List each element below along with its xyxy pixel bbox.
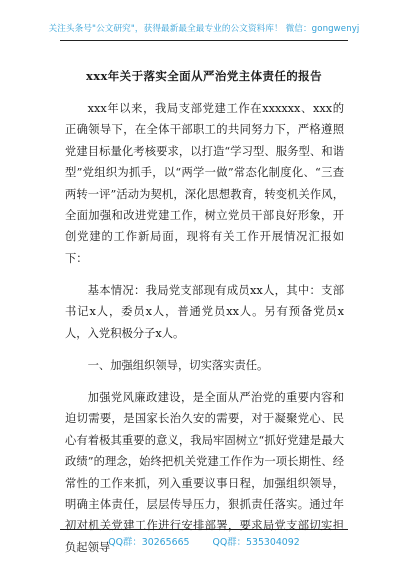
footer-qq-group-2: QQ群：535304092	[212, 537, 300, 548]
footer-divider	[60, 529, 348, 530]
banner-wechat-text: 微信：gongwenyj	[285, 24, 360, 34]
footer	[0, 534, 408, 548]
paragraph-section-1: 加强党风廉政建设，是全面从严治党的重要内容和迫切需要，是国家长治久安的需要，对于凝聚党心、民心有着极其重要的意义，我局牢固树立“抓好党建是最大政绩”的理念，始终把机关党建工作作为一项长期性、经常性的工作来抓，列入重要议事日程，加强组织领导，明确主体责任，层层传导压力，狠抓责任落实。通过年初对机关党建工作进行安排部署，要求局党支部切实担负起领导	[65, 390, 344, 554]
header-banner	[0, 22, 408, 34]
document-title: xxx年关于落实全面从严治党主体责任的报告	[86, 69, 322, 83]
paragraph-basic-info: 基本情况：我局党支部现有成员xx人，其中：支部书记x人，委员x人，普通党员xx人。另有预备党员x人，入党积极分子x人。	[65, 283, 344, 340]
section-heading-1: 一、加强组织领导，切实落实责任。	[87, 358, 269, 372]
header-divider	[60, 40, 348, 41]
footer-qq-group-1: QQ群：30265665	[108, 537, 190, 548]
banner-promo-text: 关注头条号"公文研究"，获得最新最全最专业的公文资料库！	[48, 24, 283, 34]
document-body	[65, 98, 344, 558]
paragraph-intro: xxx年以来，我局支部党建工作在xxxxxx、xxx的正确领导下，在全体干部职工的共同努力下，严格遵照党建目标量化考核要求，以打造“学习型、服务型、和谐型”党组织为抓手，以“两学一做”常态化制度化、“三查两转一评”活动为契机，深化思想教育，转变机关作风，全面加强和改进党建工作，树立党员干部良好形象，开创党建的工作新局面，现将有关工作开展情况汇报如下：	[65, 102, 344, 265]
